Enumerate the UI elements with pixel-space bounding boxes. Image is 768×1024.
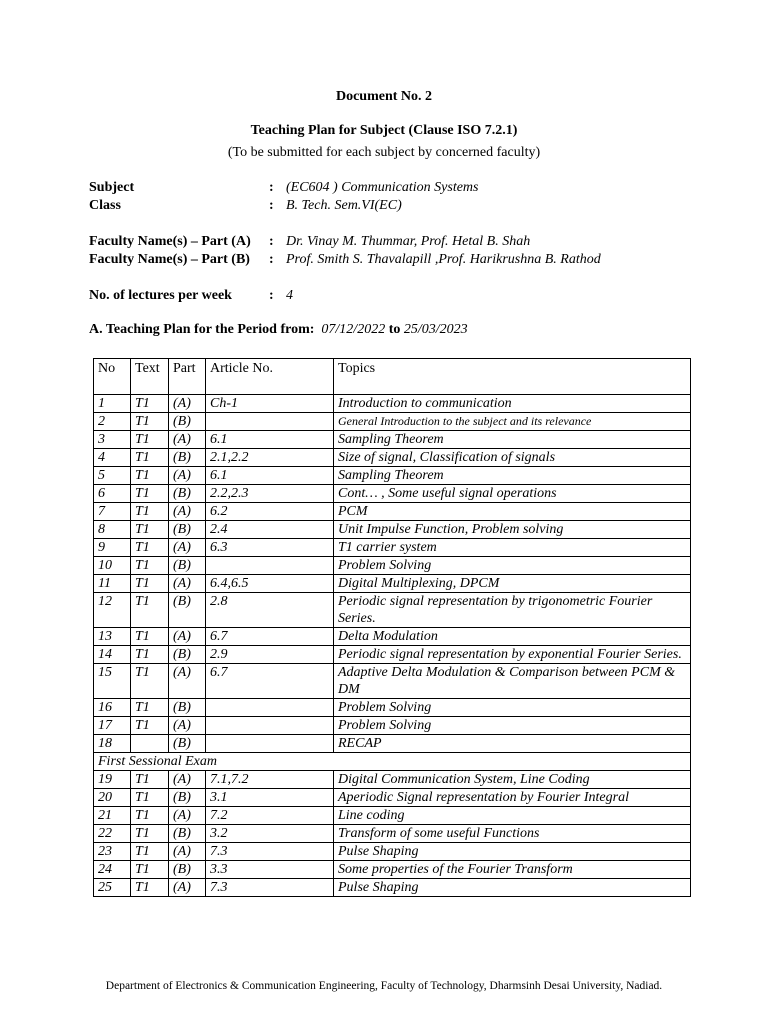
row-article-no: [206, 735, 334, 753]
row-part: (B): [169, 413, 206, 431]
row-topic: Aperiodic Signal representation by Fourier Integral: [334, 789, 691, 807]
row-article-no: [206, 717, 334, 735]
row-text: T1: [131, 699, 169, 717]
row-topic: Transform of some useful Functions: [334, 825, 691, 843]
row-text: T1: [131, 485, 169, 503]
row-no: 5: [94, 467, 131, 485]
colon: :: [269, 234, 274, 249]
row-article-no: 2.2,2.3: [206, 485, 334, 503]
row-no: 21: [94, 807, 131, 825]
table-row: [94, 699, 691, 717]
row-article-no: 6.3: [206, 539, 334, 557]
row-no: 14: [94, 646, 131, 664]
footer-department: Department of Electronics & Communication Engineering, Faculty of Technology, Dharmsinh Desai University, Nadiad.: [105, 980, 663, 992]
row-text: T1: [131, 861, 169, 879]
exam-row: [94, 753, 691, 771]
row-text: T1: [131, 467, 169, 485]
table-row: [94, 431, 691, 449]
row-no: 19: [94, 771, 131, 789]
row-part: (B): [169, 825, 206, 843]
table-row: [94, 593, 691, 628]
row-part: (B): [169, 449, 206, 467]
row-no: 1: [94, 395, 131, 413]
class-label: Class: [89, 198, 121, 213]
row-article-no: Ch-1: [206, 395, 334, 413]
row-article-no: 7.2: [206, 807, 334, 825]
colon: :: [269, 288, 274, 303]
row-topic: Pulse Shaping: [334, 843, 691, 861]
row-topic: Size of signal, Classification of signals: [334, 449, 691, 467]
row-topic: General Introduction to the subject and its relevance: [334, 413, 691, 431]
period-from: 07/12/2022: [321, 322, 386, 337]
row-part: (A): [169, 539, 206, 557]
row-article-no: 2.8: [206, 593, 334, 628]
row-no: 11: [94, 575, 131, 593]
period-to: 25/03/2023: [403, 322, 468, 337]
row-no: 24: [94, 861, 131, 879]
row-no: 4: [94, 449, 131, 467]
header-text: Text: [131, 359, 169, 395]
faculty-b-value: Prof. Smith S. Thavalapill ,Prof. Harikrushna B. Rathod: [286, 252, 601, 267]
table-row: [94, 539, 691, 557]
row-part: (A): [169, 395, 206, 413]
period-to-word: to: [388, 322, 401, 337]
row-topic: Cont… , Some useful signal operations: [334, 485, 691, 503]
table-row: [94, 503, 691, 521]
first-sessional-exam: First Sessional Exam: [94, 753, 691, 771]
row-article-no: 6.7: [206, 628, 334, 646]
row-text: T1: [131, 395, 169, 413]
row-text: T1: [131, 575, 169, 593]
header-topics: Topics: [334, 359, 691, 395]
row-article-no: [206, 699, 334, 717]
row-topic: Problem Solving: [334, 699, 691, 717]
row-article-no: 6.7: [206, 664, 334, 699]
row-part: (B): [169, 646, 206, 664]
class-value: B. Tech. Sem.VI(EC): [286, 198, 402, 213]
row-no: 15: [94, 664, 131, 699]
row-article-no: 7.1,7.2: [206, 771, 334, 789]
table-row: [94, 843, 691, 861]
row-no: 17: [94, 717, 131, 735]
table-row: [94, 521, 691, 539]
row-topic: Unit Impulse Function, Problem solving: [334, 521, 691, 539]
row-topic: Delta Modulation: [334, 628, 691, 646]
table-row: [94, 861, 691, 879]
row-article-no: 2.1,2.2: [206, 449, 334, 467]
row-part: (A): [169, 503, 206, 521]
row-topic: Periodic signal representation by trigonometric Fourier Series.: [334, 593, 691, 628]
row-article-no: 3.3: [206, 861, 334, 879]
row-text: T1: [131, 413, 169, 431]
row-part: (B): [169, 521, 206, 539]
row-no: 3: [94, 431, 131, 449]
colon: :: [269, 198, 274, 213]
row-topic: Sampling Theorem: [334, 431, 691, 449]
plan-title: Teaching Plan for Subject (Clause ISO 7.2.1): [250, 123, 518, 138]
row-text: T1: [131, 717, 169, 735]
table-row: [94, 771, 691, 789]
row-topic: Some properties of the Fourier Transform: [334, 861, 691, 879]
row-article-no: 2.4: [206, 521, 334, 539]
section-a-label: A. Teaching Plan for the Period from:: [89, 322, 315, 337]
row-part: (A): [169, 575, 206, 593]
row-no: 18: [94, 735, 131, 753]
section-a-heading: [89, 322, 468, 338]
row-text: T1: [131, 807, 169, 825]
row-part: (A): [169, 879, 206, 897]
row-topic: Problem Solving: [334, 557, 691, 575]
row-topic: Digital Multiplexing, DPCM: [334, 575, 691, 593]
colon: :: [269, 180, 274, 195]
row-no: 8: [94, 521, 131, 539]
row-no: 6: [94, 485, 131, 503]
row-no: 7: [94, 503, 131, 521]
colon: :: [269, 252, 274, 267]
table-row: [94, 413, 691, 431]
faculty-b-label: Faculty Name(s) – Part (B): [89, 252, 250, 267]
row-topic: Problem Solving: [334, 717, 691, 735]
row-no: 9: [94, 539, 131, 557]
row-no: 13: [94, 628, 131, 646]
row-topic: T1 carrier system: [334, 539, 691, 557]
faculty-a-value: Dr. Vinay M. Thummar, Prof. Hetal B. Shah: [286, 234, 531, 249]
table-row: [94, 879, 691, 897]
row-text: T1: [131, 664, 169, 699]
row-topic: RECAP: [334, 735, 691, 753]
row-part: (B): [169, 789, 206, 807]
row-part: (A): [169, 807, 206, 825]
row-part: (A): [169, 431, 206, 449]
row-part: (A): [169, 843, 206, 861]
table-row: [94, 646, 691, 664]
table-header-row: [94, 359, 691, 395]
row-text: T1: [131, 789, 169, 807]
row-part: (B): [169, 557, 206, 575]
row-no: 10: [94, 557, 131, 575]
row-text: T1: [131, 879, 169, 897]
row-article-no: 6.1: [206, 467, 334, 485]
row-text: T1: [131, 628, 169, 646]
row-part: (A): [169, 628, 206, 646]
row-text: T1: [131, 646, 169, 664]
row-text: T1: [131, 431, 169, 449]
row-part: (A): [169, 467, 206, 485]
subject-value: (EC604 ) Communication Systems: [286, 180, 479, 195]
row-topic: Adaptive Delta Modulation & Comparison between PCM & DM: [334, 664, 691, 699]
row-part: (A): [169, 717, 206, 735]
row-topic: Periodic signal representation by exponential Fourier Series.: [334, 646, 691, 664]
row-topic: Line coding: [334, 807, 691, 825]
table-row: [94, 789, 691, 807]
row-topic: Pulse Shaping: [334, 879, 691, 897]
row-article-no: 6.2: [206, 503, 334, 521]
lectures-value: 4: [286, 288, 293, 303]
row-article-no: 7.3: [206, 843, 334, 861]
row-text: [131, 735, 169, 753]
row-article-no: 6.4,6.5: [206, 575, 334, 593]
table-row: [94, 557, 691, 575]
row-text: T1: [131, 521, 169, 539]
row-article-no: 7.3: [206, 879, 334, 897]
row-article-no: [206, 413, 334, 431]
table-row: [94, 485, 691, 503]
row-no: 23: [94, 843, 131, 861]
row-text: T1: [131, 593, 169, 628]
row-article-no: [206, 557, 334, 575]
row-article-no: 3.1: [206, 789, 334, 807]
row-topic: PCM: [334, 503, 691, 521]
table-row: [94, 664, 691, 699]
row-no: 12: [94, 593, 131, 628]
row-topic: Sampling Theorem: [334, 467, 691, 485]
row-text: T1: [131, 449, 169, 467]
row-part: (A): [169, 771, 206, 789]
row-no: 2: [94, 413, 131, 431]
header-article-no: Article No.: [206, 359, 334, 395]
faculty-a-label: Faculty Name(s) – Part (A): [89, 234, 251, 249]
row-part: (B): [169, 593, 206, 628]
row-text: T1: [131, 771, 169, 789]
row-part: (B): [169, 861, 206, 879]
row-part: (B): [169, 485, 206, 503]
header-part: Part: [169, 359, 206, 395]
row-topic: Introduction to communication: [334, 395, 691, 413]
subject-label: Subject: [89, 180, 135, 195]
header-no: No: [94, 359, 131, 395]
table-row: [94, 628, 691, 646]
row-article-no: 6.1: [206, 431, 334, 449]
row-part: (B): [169, 699, 206, 717]
document-number: Document No. 2: [335, 89, 433, 104]
row-text: T1: [131, 503, 169, 521]
table-row: [94, 467, 691, 485]
table-row: [94, 717, 691, 735]
lectures-label: No. of lectures per week: [89, 288, 232, 303]
row-text: T1: [131, 539, 169, 557]
table-row: [94, 825, 691, 843]
row-article-no: 2.9: [206, 646, 334, 664]
table-row: [94, 395, 691, 413]
teaching-plan-table: [93, 358, 691, 897]
row-part: (A): [169, 664, 206, 699]
row-no: 25: [94, 879, 131, 897]
row-no: 16: [94, 699, 131, 717]
row-text: T1: [131, 557, 169, 575]
row-text: T1: [131, 843, 169, 861]
row-part: (B): [169, 735, 206, 753]
row-text: T1: [131, 825, 169, 843]
table-row: [94, 807, 691, 825]
row-no: 22: [94, 825, 131, 843]
table-row: [94, 449, 691, 467]
plan-subtitle: (To be submitted for each subject by concerned faculty): [227, 145, 541, 160]
row-topic: Digital Communication System, Line Coding: [334, 771, 691, 789]
table-row: [94, 735, 691, 753]
row-no: 20: [94, 789, 131, 807]
table-row: [94, 575, 691, 593]
row-article-no: 3.2: [206, 825, 334, 843]
